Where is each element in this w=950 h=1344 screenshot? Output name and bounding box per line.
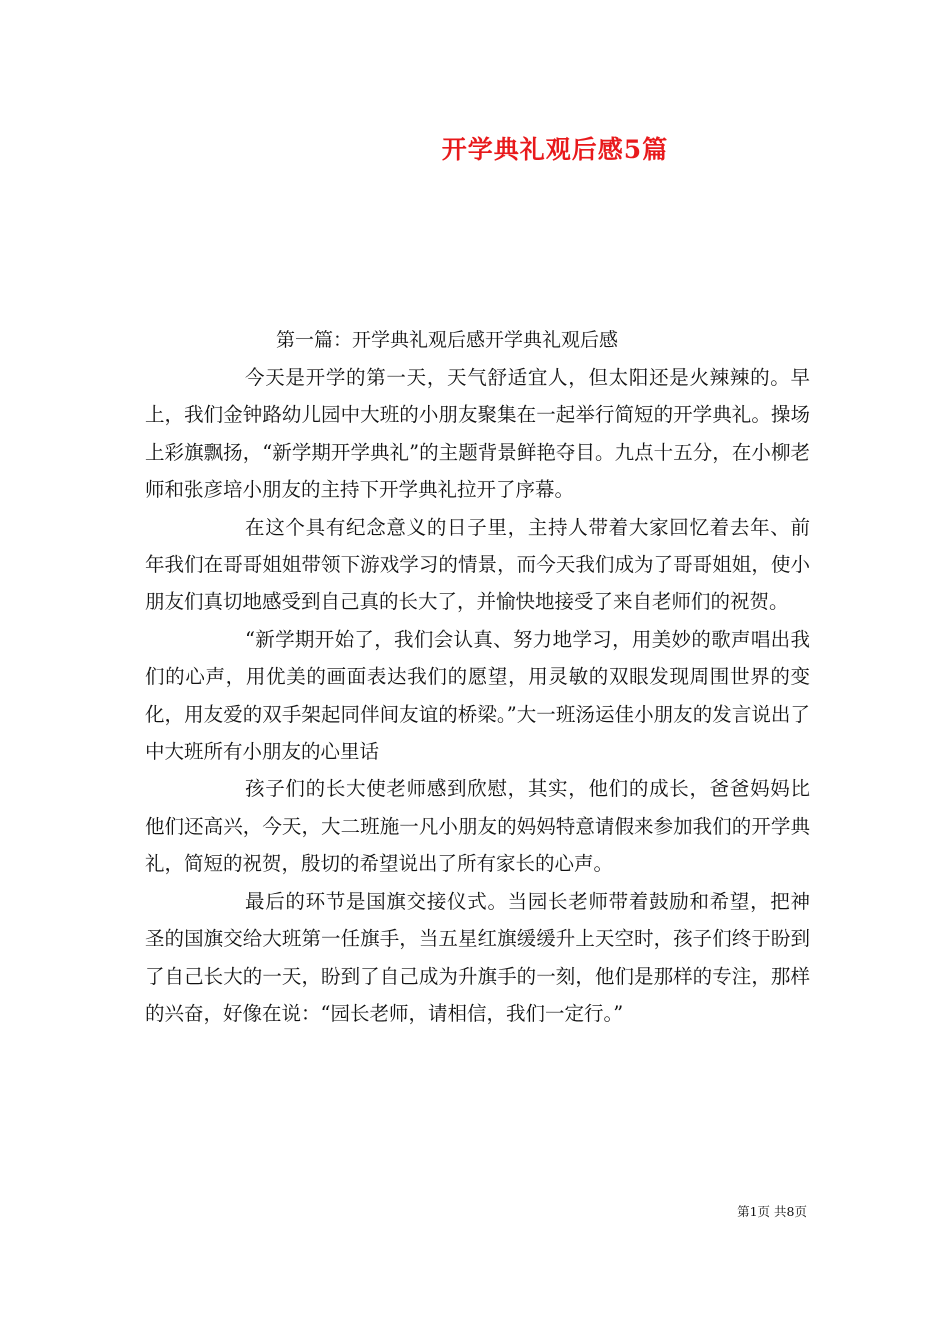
document-body bbox=[145, 359, 810, 1032]
paragraph: 今天是开学的第一天，天气舒适宜人，但太阳还是火辣辣的。早上，我们金钟路幼儿园中大班的小朋友聚集在一起举行简短的开学典礼。操场上彩旗飘扬，“新学期开学典礼”的主题背景鲜艳夺目。九点十五分，在小柳老师和张彦培小朋友的主持下开学典礼拉开了序幕。 bbox=[145, 366, 810, 502]
paragraph: 在这个具有纪念意义的日子里，主持人带着大家回忆着去年、前年我们在哥哥姐姐带领下游戏学习的情景，而今天我们成为了哥哥姐姐，使小朋友们真切地感受到自己真的长大了，并愉快地接受了来自老师们的祝贺。 bbox=[145, 515, 810, 614]
paragraph: 最后的环节是国旗交接仪式。当园长老师带着鼓励和希望，把神圣的国旗交给大班第一任旗手，当五星红旗缓缓升上天空时，孩子们终于盼到了自己长大的一天，盼到了自己成为升旗手的一刻，他们是那样的专注，那样的兴奋，好像在说：“园长老师，请相信，我们一定行。” bbox=[145, 889, 810, 1025]
page-footer: 第1页 共8页 bbox=[737, 1204, 807, 1219]
paragraph: “新学期开始了，我们会认真、努力地学习，用美妙的歌声唱出我们的心声，用优美的画面表达我们的愿望，用灵敏的双眼发现周围世界的变化，用友爱的双手架起同伴间友谊的桥梁。”大一班汤运佳小朋友的发言说出了中大班所有小朋友的心里话 bbox=[145, 627, 810, 764]
document-title: 开学典礼观后感5篇 bbox=[441, 135, 669, 164]
paragraph: 孩子们的长大使老师感到欣慰，其实，他们的成长，爸爸妈妈比他们还高兴，今天，大二班施一凡小朋友的妈妈特意请假来参加我们的开学典礼，简短的祝贺，殷切的希望说出了所有家长的心声。 bbox=[145, 777, 810, 876]
section-subtitle: 第一篇：开学典礼观后感开学典礼观后感 bbox=[276, 329, 619, 351]
